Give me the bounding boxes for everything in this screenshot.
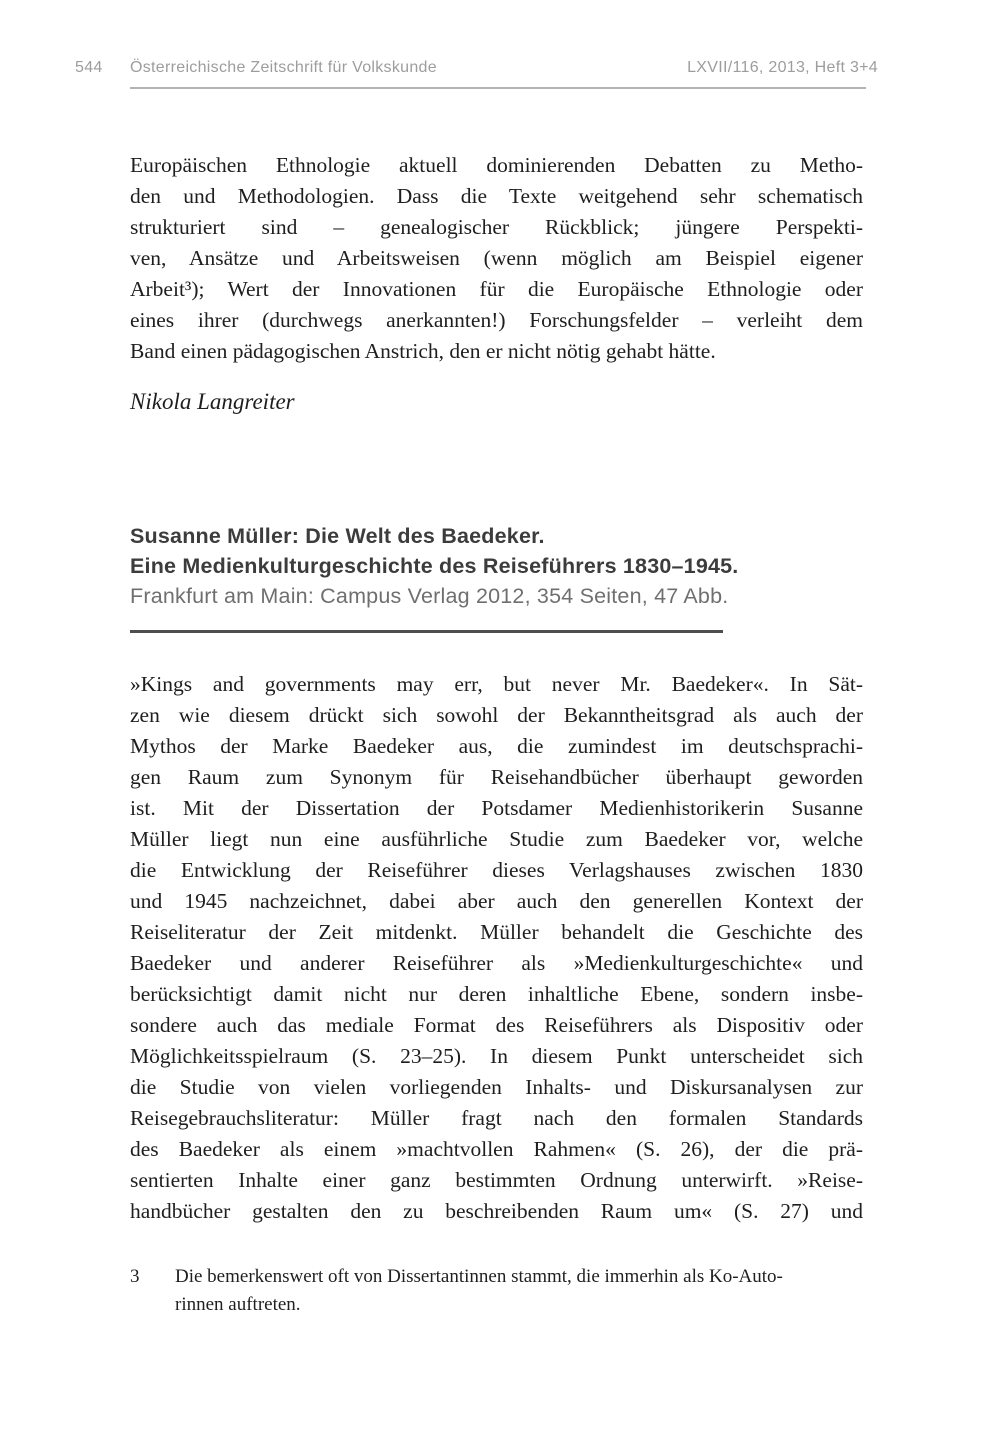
header-rule [130,87,866,89]
footnote-number: 3 [130,1266,140,1287]
text-line: die Entwicklung der Reiseführer dieses Verlagshauses zwischen 1830 [130,858,863,882]
footnote-text [175,1263,890,1319]
text-line: rinnen auftreten. [175,1294,301,1315]
text-line: Europäischen Ethnologie aktuell dominierenden Debatten zu Metho- [130,153,863,177]
text-line: Reisegebrauchsliteratur: Müller fragt nach den formalen Standards [130,1106,863,1130]
text-line: zen wie diesem drückt sich sowohl der Bekanntheitsgrad als auch der [130,703,863,727]
text-line: sondere auch das mediale Format des Reiseführers als Dispositiv oder [130,1013,863,1037]
text-line: den und Methodologien. Dass die Texte weitgehend sehr schematisch [130,184,863,208]
review-paragraph [130,669,863,1227]
text-line: Möglichkeitsspielraum (S. 23–25). In diesem Punkt unterscheidet sich [130,1044,863,1068]
text-line: Mythos der Marke Baedeker aus, die zumindest im deutschsprachi- [130,734,863,758]
text-line: Band einen pädagogischen Anstrich, den er nicht nötig gehabt hätte. [130,339,716,363]
text-line: Baedeker und anderer Reiseführer als »Medienkulturgeschichte« und [130,951,863,975]
journal-title: Österreichische Zeitschrift für Volkskunde [130,59,437,76]
text-line: Müller liegt nun eine ausführliche Studie zum Baedeker vor, welche [130,827,863,851]
issue-info: LXVII/116, 2013, Heft 3+4 [687,59,878,76]
book-imprint: Frankfurt am Main: Campus Verlag 2012, 354 Seiten, 47 Abb. [130,584,729,608]
text-line: strukturiert sind – genealogischer Rückblick; jüngere Perspekti- [130,215,863,239]
page-number: 544 [75,59,103,76]
footnote [130,1263,890,1319]
text-line: »Kings and governments may err, but never Mr. Baedeker«. In Sät- [130,672,863,696]
text-line: gen Raum zum Synonym für Reisehandbücher überhaupt geworden [130,765,863,789]
book-title-line-2: Eine Medienkulturgeschichte des Reiseführers 1830–1945. [130,554,739,578]
heading-rule [130,630,723,633]
reviewer-name: Nikola Langreiter [130,389,295,414]
text-line: und 1945 nachzeichnet, dabei aber auch den generellen Kontext der [130,889,863,913]
book-title-line-1: Susanne Müller: Die Welt des Baedeker. [130,524,545,548]
book-heading [130,521,863,611]
text-line: ven, Ansätze und Arbeitsweisen (wenn möglich am Beispiel eigener [130,246,863,270]
text-line: ist. Mit der Dissertation der Potsdamer Medienhistorikerin Susanne [130,796,863,820]
text-line: die Studie von vielen vorliegenden Inhalts- und Diskursanalysen zur [130,1075,863,1099]
previous-review-paragraph [130,150,863,367]
text-line: Die bemerkenswert oft von Dissertantinnen stammt, die immerhin als Ko-Auto- [175,1266,783,1287]
text-line: handbücher gestalten den zu beschreibenden Raum um« (S. 27) und [130,1199,863,1223]
text-line: eines ihrer (durchwegs anerkannten!) Forschungsfelder – verleiht dem [130,308,863,332]
text-line: Arbeit³); Wert der Innovationen für die Europäische Ethnologie oder [130,277,863,301]
text-line: sentierten Inhalte einer ganz bestimmten Ordnung unterwirft. »Reise- [130,1168,863,1192]
text-line: berücksichtigt damit nicht nur deren inhaltliche Ebene, sondern insbe- [130,982,863,1006]
text-line: des Baedeker als einem »machtvollen Rahmen« (S. 26), der die prä- [130,1137,863,1161]
running-head [0,57,1000,79]
text-line: Reiseliteratur der Zeit mitdenkt. Müller behandelt die Geschichte des [130,920,863,944]
